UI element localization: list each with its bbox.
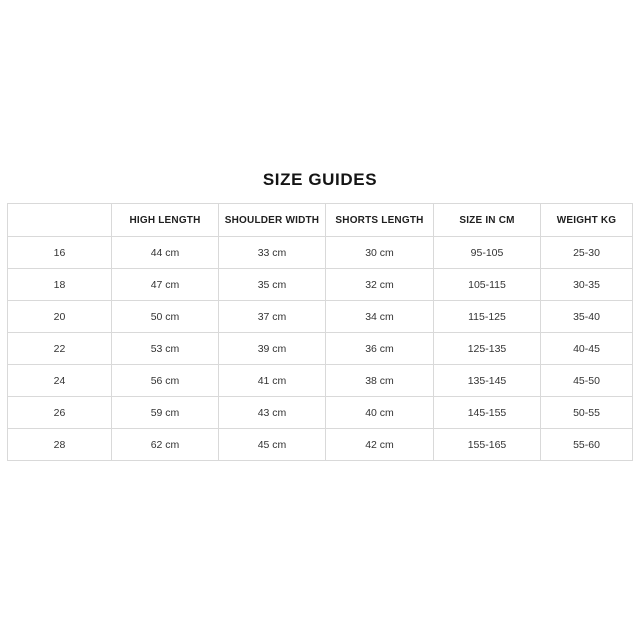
size-in-cm-cell: 155-165 <box>434 429 541 461</box>
shorts-length-cell: 32 cm <box>326 269 434 301</box>
header-shoulder-width: SHOULDER WIDTH <box>219 204 326 237</box>
table-row <box>8 429 633 461</box>
size-guide-table <box>7 203 633 461</box>
header-weight-kg: WEIGHT KG <box>541 204 633 237</box>
table-row <box>8 365 633 397</box>
shoulder-width-cell: 37 cm <box>219 301 326 333</box>
shorts-length-cell: 40 cm <box>326 397 434 429</box>
shoulder-width-cell: 41 cm <box>219 365 326 397</box>
shorts-length-cell: 38 cm <box>326 365 434 397</box>
size-cell: 16 <box>8 237 112 269</box>
shoulder-width-cell: 39 cm <box>219 333 326 365</box>
high-length-cell: 62 cm <box>112 429 219 461</box>
table-row <box>8 237 633 269</box>
size-cell: 28 <box>8 429 112 461</box>
table-header-row <box>8 204 633 237</box>
size-in-cm-cell: 135-145 <box>434 365 541 397</box>
size-cell: 18 <box>8 269 112 301</box>
size-cell: 24 <box>8 365 112 397</box>
shorts-length-cell: 36 cm <box>326 333 434 365</box>
size-in-cm-cell: 115-125 <box>434 301 541 333</box>
table-row <box>8 333 633 365</box>
weight-kg-cell: 25-30 <box>541 237 633 269</box>
size-in-cm-cell: 105-115 <box>434 269 541 301</box>
table-row <box>8 397 633 429</box>
high-length-cell: 47 cm <box>112 269 219 301</box>
weight-kg-cell: 30-35 <box>541 269 633 301</box>
high-length-cell: 56 cm <box>112 365 219 397</box>
shoulder-width-cell: 33 cm <box>219 237 326 269</box>
shoulder-width-cell: 43 cm <box>219 397 326 429</box>
header-shorts-length: SHORTS LENGTH <box>326 204 434 237</box>
size-cell: 22 <box>8 333 112 365</box>
table-row <box>8 301 633 333</box>
weight-kg-cell: 50-55 <box>541 397 633 429</box>
size-in-cm-cell: 125-135 <box>434 333 541 365</box>
page-title: SIZE GUIDES <box>262 170 378 189</box>
high-length-cell: 50 cm <box>112 301 219 333</box>
shorts-length-cell: 34 cm <box>326 301 434 333</box>
weight-kg-cell: 40-45 <box>541 333 633 365</box>
size-cell: 20 <box>8 301 112 333</box>
size-in-cm-cell: 95-105 <box>434 237 541 269</box>
header-size <box>8 204 112 237</box>
size-cell: 26 <box>8 397 112 429</box>
table-row <box>8 269 633 301</box>
high-length-cell: 44 cm <box>112 237 219 269</box>
shorts-length-cell: 30 cm <box>326 237 434 269</box>
weight-kg-cell: 45-50 <box>541 365 633 397</box>
high-length-cell: 59 cm <box>112 397 219 429</box>
weight-kg-cell: 55-60 <box>541 429 633 461</box>
header-high-length: HIGH LENGTH <box>112 204 219 237</box>
shoulder-width-cell: 35 cm <box>219 269 326 301</box>
shoulder-width-cell: 45 cm <box>219 429 326 461</box>
size-in-cm-cell: 145-155 <box>434 397 541 429</box>
weight-kg-cell: 35-40 <box>541 301 633 333</box>
high-length-cell: 53 cm <box>112 333 219 365</box>
header-size-in-cm: SIZE IN CM <box>434 204 541 237</box>
shorts-length-cell: 42 cm <box>326 429 434 461</box>
